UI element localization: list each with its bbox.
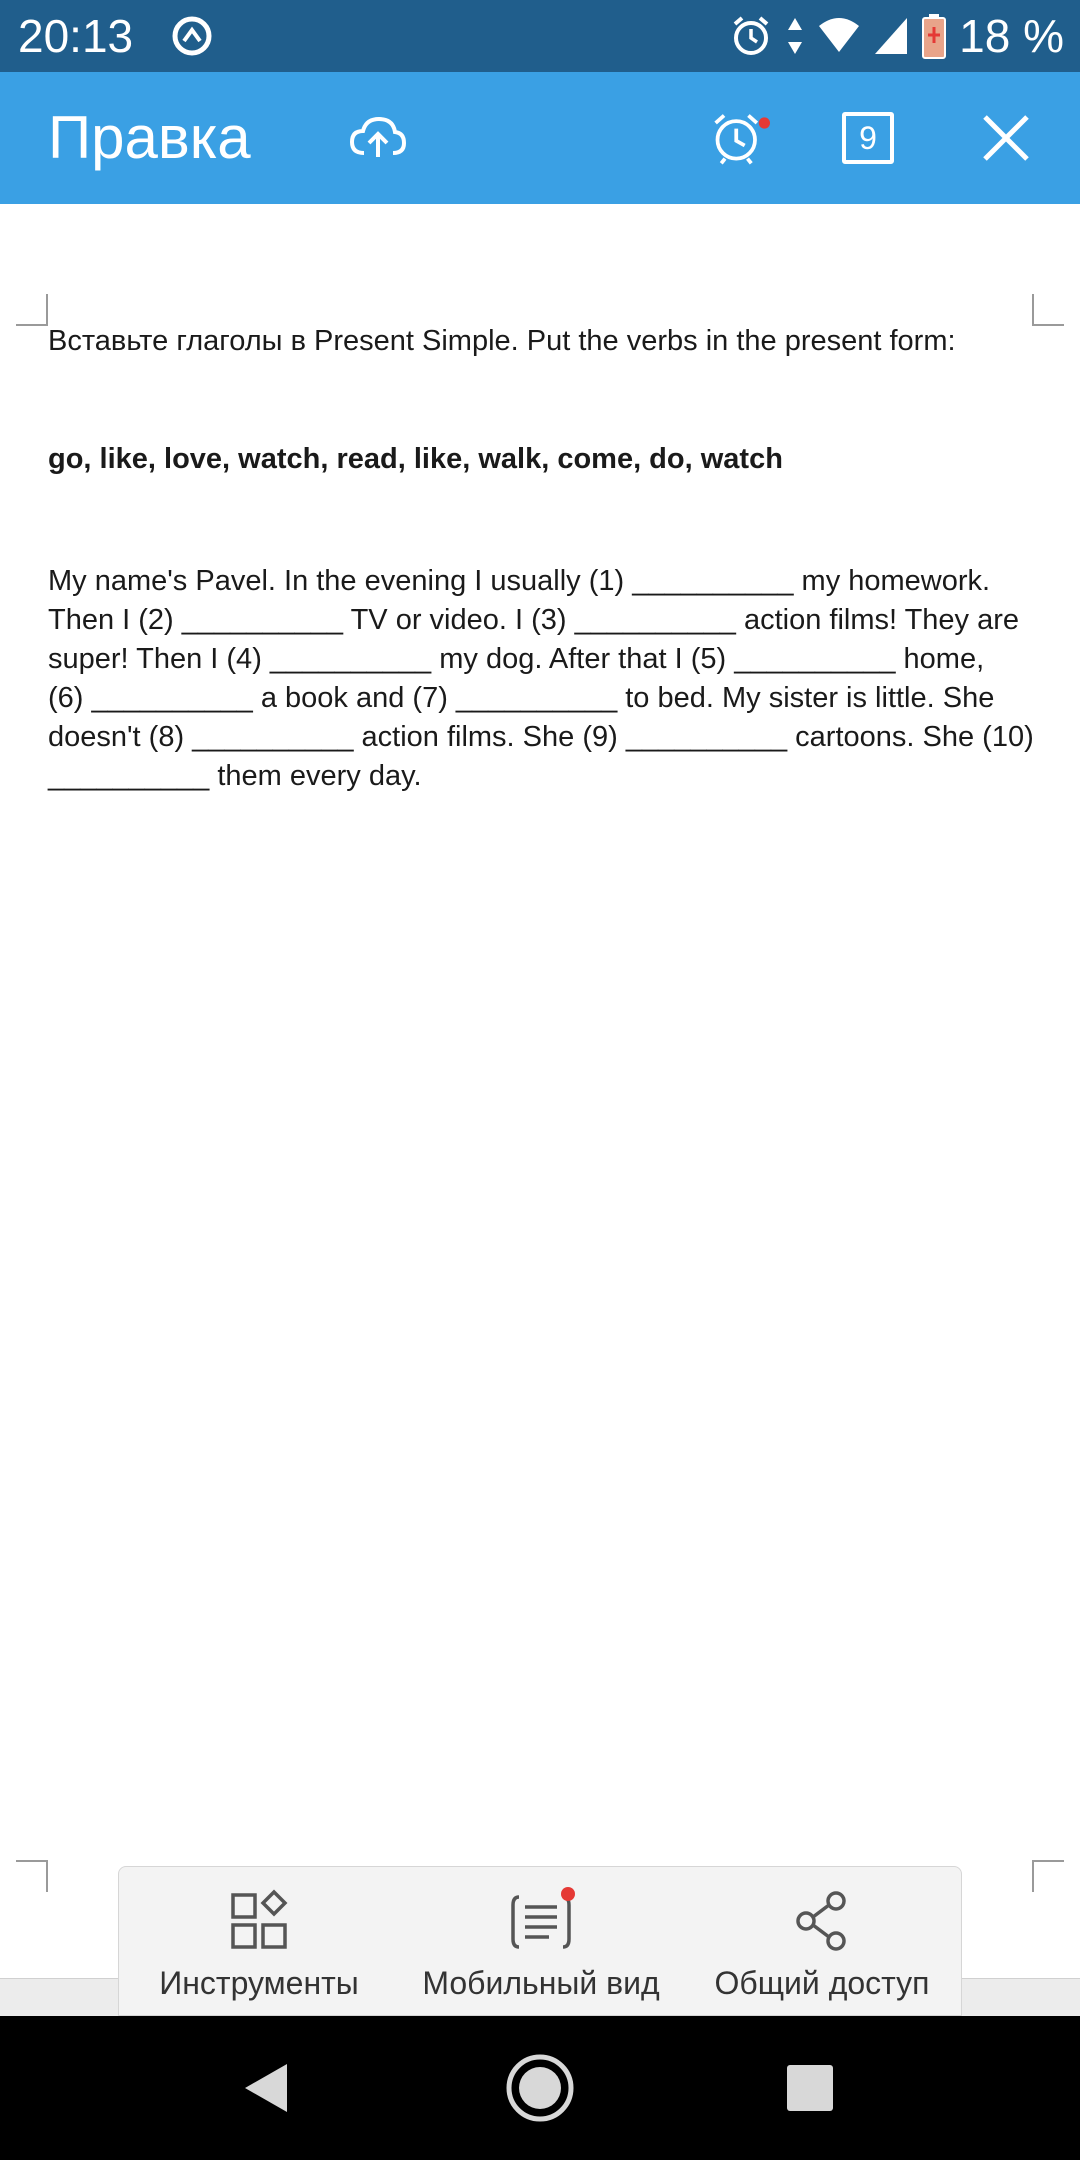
paragraph-line: super! Then I (4) __________ my dog. After that I (5) __________ home, bbox=[48, 643, 985, 675]
status-time: 20:13 bbox=[18, 10, 134, 62]
data-arrows-icon bbox=[785, 14, 805, 58]
battery-icon bbox=[921, 13, 947, 59]
page-corner-mark bbox=[1032, 1860, 1064, 1892]
notification-dot bbox=[561, 1887, 575, 1901]
paragraph-line: doesn't (8) __________ action films. She (9) __________ cartoons. She (10) bbox=[48, 721, 1034, 753]
tools-grid-icon bbox=[227, 1889, 291, 1953]
share-button[interactable] bbox=[681, 1867, 963, 2017]
share-label: Общий доступ bbox=[714, 1965, 930, 2001]
battery-percent: 18 % bbox=[959, 10, 1064, 62]
share-icon bbox=[790, 1889, 854, 1953]
signal-icon bbox=[873, 16, 909, 56]
page-corner-mark bbox=[16, 294, 48, 326]
tools-button[interactable] bbox=[119, 1867, 399, 2017]
message-icon bbox=[170, 14, 214, 58]
upload-cloud-icon[interactable] bbox=[348, 108, 408, 168]
paragraph-line: (6) __________ a book and (7) __________ to bed. My sister is little. She bbox=[48, 682, 995, 714]
close-icon[interactable] bbox=[976, 108, 1036, 168]
alarm-icon bbox=[729, 14, 773, 58]
word-bank: go, like, love, watch, read, like, walk, come, do, watch bbox=[48, 443, 783, 475]
page-corner-mark bbox=[16, 1860, 48, 1892]
paragraph-line: __________ them every day. bbox=[48, 760, 422, 792]
alarm-button[interactable] bbox=[710, 108, 770, 168]
status-icons bbox=[729, 8, 1064, 64]
mobile-view-button[interactable] bbox=[401, 1867, 681, 2017]
app-bar bbox=[0, 72, 1080, 204]
home-icon[interactable] bbox=[504, 2052, 576, 2124]
mobile-view-icon bbox=[509, 1889, 573, 1953]
instruction-text: Вставьте глаголы в Present Simple. Put the verbs in the present form: bbox=[48, 325, 956, 357]
recents-icon[interactable] bbox=[774, 2052, 846, 2124]
exercise-paragraph bbox=[48, 562, 1038, 796]
page-title: Правка bbox=[48, 104, 251, 171]
navigation-bar bbox=[0, 2016, 1080, 2160]
page-count-badge[interactable]: 9 bbox=[842, 112, 894, 164]
tools-label: Инструменты bbox=[159, 1965, 359, 2001]
paragraph-line: My name's Pavel. In the evening I usually (1) __________ my homework. bbox=[48, 565, 991, 597]
mobile-view-label: Мобильный вид bbox=[422, 1965, 660, 2001]
bottom-toolbar bbox=[118, 1866, 962, 2016]
wifi-icon bbox=[817, 16, 861, 56]
document-page[interactable] bbox=[0, 204, 1080, 2020]
back-icon[interactable] bbox=[230, 2052, 302, 2124]
paragraph-line: Then I (2) __________ TV or video. I (3) __________ action films! They are bbox=[48, 604, 1020, 636]
status-bar bbox=[0, 0, 1080, 72]
